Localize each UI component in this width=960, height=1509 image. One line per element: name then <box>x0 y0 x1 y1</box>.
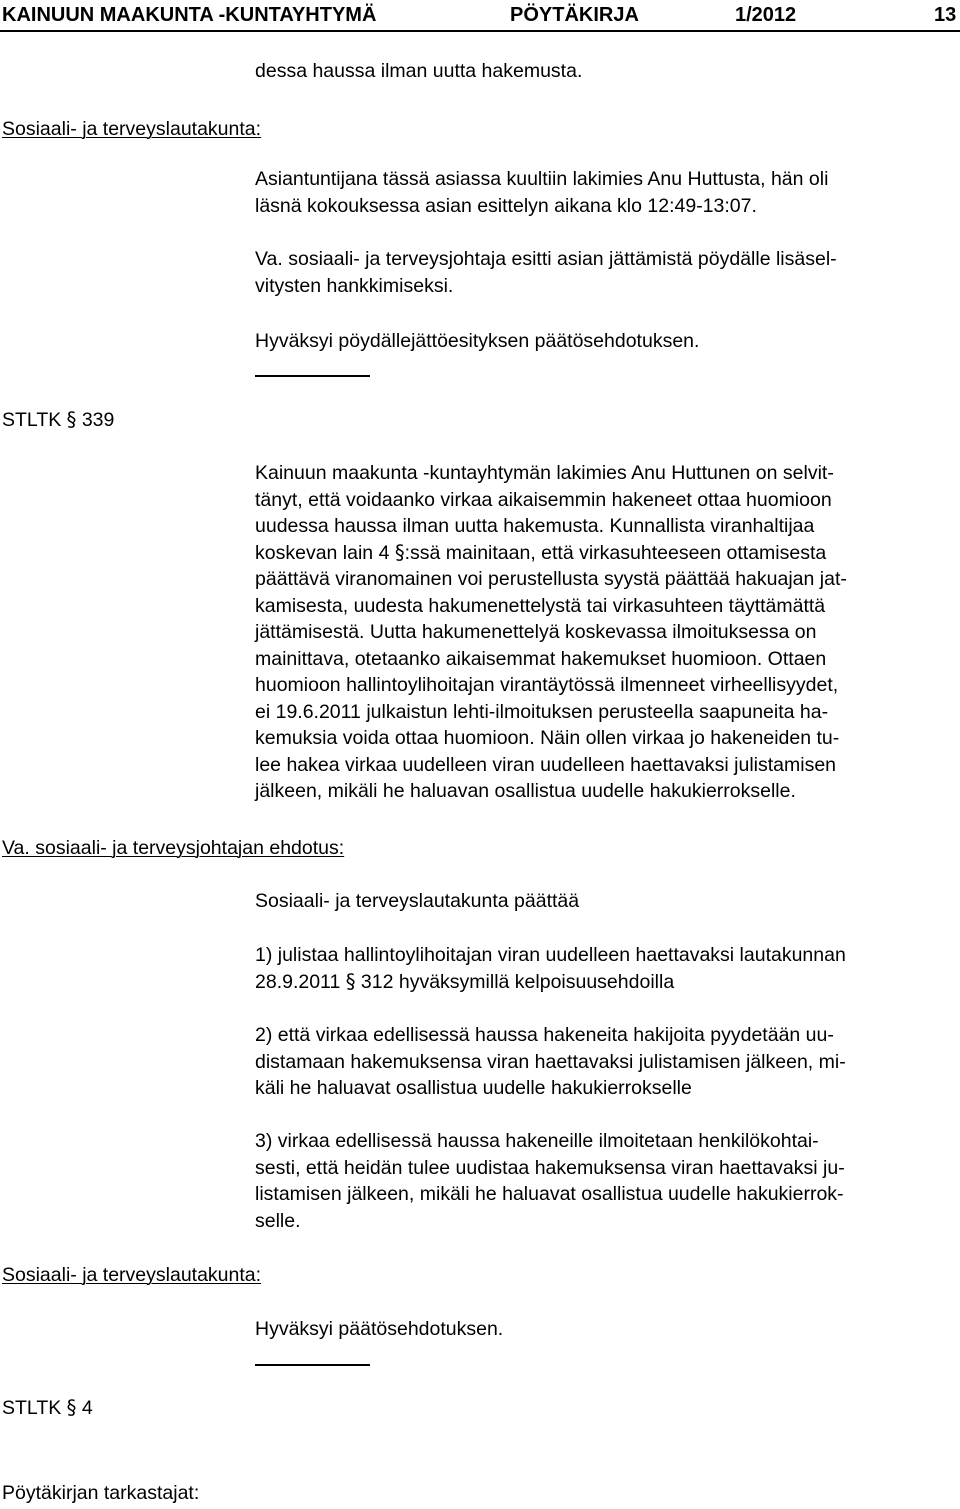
proposal-label: Va. sosiaali- ja terveysjohtajan ehdotus: <box>2 837 345 859</box>
decides-intro: Sosiaali- ja terveyslautakunta päättää <box>255 890 580 912</box>
section-number: 4 <box>81 1397 93 1419</box>
text-line: uudessa haussa ilman uutta hakemusta. Kunnallista viranhaltijaa <box>255 515 815 537</box>
section-prefix: STLTK <box>2 409 62 431</box>
text-line: distamaan hakemuksensa viran haettavaksi julistamisen jälkeen, mi- <box>255 1050 846 1073</box>
organization-name: KAINUUN MAAKUNTA -KUNTAYHTYMÄ <box>2 4 377 26</box>
prev-decision: Hyväksyi pöydällejättöesityksen päätösehdotuksen. <box>255 330 700 352</box>
section-sign-icon: § <box>66 408 77 431</box>
text-line: käli he haluavat osallistua uudelle hakukierrokselle <box>255 1077 692 1099</box>
text-fragment: 312 hyväksymillä kelpoisuusehdoilla <box>355 970 675 993</box>
document-type: PÖYTÄKIRJA <box>510 4 639 26</box>
text-fragment: :ssä mainitaan, että virkasuhteeseen ottamisesta <box>404 541 827 564</box>
text-fragment: 28.9.2011 <box>255 970 346 993</box>
text-line: Kainuun maakunta -kuntayhtymän lakimies Anu Huttunen on selvit- <box>255 462 834 484</box>
text-line <box>255 540 847 567</box>
expert-paragraph <box>255 166 828 219</box>
text-line: ei 19.6.2011 julkaistun lehti-ilmoituksen perusteella saapuneita ha- <box>255 700 829 723</box>
decision-rule <box>255 1364 370 1366</box>
text-line: päättävä viranomainen voi perustellusta syystä päättää hakuajan jat- <box>255 568 847 590</box>
text-line: Asiantuntijana tässä asiassa kuultiin lakimies Anu Huttusta, hän oli <box>255 168 829 190</box>
section-sign-icon: § <box>345 969 356 993</box>
section-sign-icon: § <box>66 1396 77 1419</box>
section-sign-icon: § <box>394 540 405 564</box>
item-339-body <box>255 460 847 805</box>
text-line <box>255 969 846 996</box>
section-label-4 <box>2 1395 93 1422</box>
board-label-1: Sosiaali- ja terveyslautakunta: <box>2 118 262 140</box>
decision-rule <box>255 375 370 377</box>
inspectors-label: Pöytäkirjan tarkastajat: <box>2 1482 200 1504</box>
point-3 <box>255 1128 845 1234</box>
text-line: sesti, että heidän tulee uudistaa hakemuksensa viran haettavaksi ju- <box>255 1156 845 1179</box>
text-line: 2) että virkaa edellisessä haussa hakeneita hakijoita pyydetään uu- <box>255 1024 834 1046</box>
prev-proposal-paragraph <box>255 246 837 299</box>
text-line: 1) julistaa hallintoylihoitajan viran uudelleen haettavaksi lautakunnan <box>255 944 846 966</box>
page-header <box>0 0 960 30</box>
point-1 <box>255 942 846 995</box>
text-line: tänyt, että voidaanko virkaa aikaisemmin hakeneet ottaa huomioon <box>255 488 832 511</box>
text-line: mainittava, otetaanko aikaisemmat hakemukset huomioon. Ottaen <box>255 647 827 670</box>
document-number: 1/2012 <box>735 4 797 26</box>
text-fragment: koskevan lain 4 <box>255 541 395 564</box>
section-number: 339 <box>81 409 115 431</box>
section-label-339 <box>2 407 114 434</box>
text-line: läsnä kokouksessa asian esittelyn aikana klo 12:49-13:07. <box>255 194 757 217</box>
header-divider <box>0 30 960 32</box>
text-line: kemuksia voida ottaa huomioon. Näin ollen virkaa jo hakeneiden tu- <box>255 727 840 749</box>
text-line: jättämisestä. Uutta hakumenettelyä koskevassa ilmoituksessa on <box>255 621 817 643</box>
text-line: listamisen jälkeen, mikäli he haluavat osallistua uudelle hakukierrok- <box>255 1183 844 1205</box>
text-line: kamisesta, uudesta hakumenettelystä tai virkasuhteen täyttämättä <box>255 594 826 617</box>
text-line: vitysten hankkimiseksi. <box>255 274 454 297</box>
text-line: selle. <box>255 1209 301 1232</box>
text-line: 3) virkaa edellisessä haussa hakeneille ilmoitetaan henkilökohtai- <box>255 1130 819 1152</box>
text-line: Va. sosiaali- ja terveysjohtaja esitti asian jättämistä pöydälle lisäsel- <box>255 248 837 270</box>
text-line: huomioon hallintoylihoitajan virantäytössä ilmenneet virheellisyydet, <box>255 674 839 696</box>
text-line: lee hakea virkaa uudelleen viran uudelleen haettavaksi julistamisen <box>255 753 837 776</box>
section-prefix: STLTK <box>2 1397 62 1419</box>
prev-item-continuation: dessa haussa ilman uutta hakemusta. <box>255 60 583 82</box>
point-2 <box>255 1022 846 1102</box>
page-number: 13 <box>934 4 957 26</box>
item-339-decision: Hyväksyi päätösehdotuksen. <box>255 1318 504 1340</box>
board-label-2: Sosiaali- ja terveyslautakunta: <box>2 1264 262 1286</box>
text-line: jälkeen, mikäli he haluavan osallistua uudelle hakukierrokselle. <box>255 780 796 802</box>
